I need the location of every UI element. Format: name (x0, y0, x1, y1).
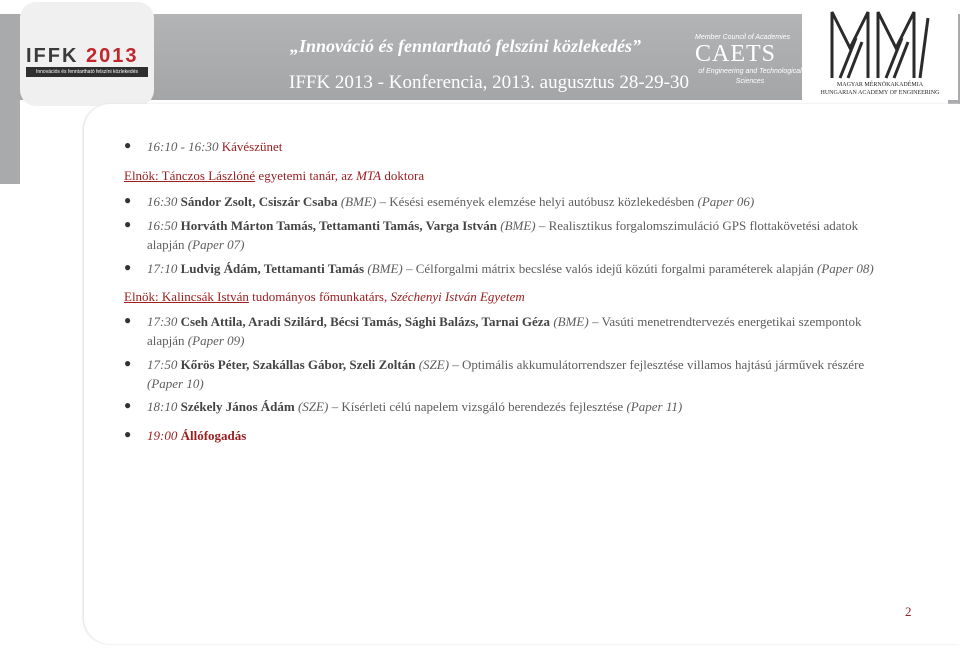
chair-role: egyetemi tanár, az (258, 168, 353, 183)
chair-role: tudományos főmunkatárs, (252, 289, 388, 304)
item-authors: Ludvig Ádám, Tettamanti Tamás (180, 261, 365, 276)
item-authors: Cseh Attila, Aradi Szilárd, Bécsi Tamás, Sághi Balázs, Tarnai Géza (180, 314, 551, 329)
item-inst: (SZE) (418, 357, 450, 372)
caets-logo (695, 34, 805, 87)
item-title: Optimális akkumulátorrendszer fejlesztése villamos hajtású járművek részére (462, 357, 865, 372)
mmk-name-en: HUNGARIAN ACADEMY OF ENGINEERING (820, 90, 940, 96)
content-panel (84, 104, 960, 644)
chair-inst: Széchenyi István Egyetem (390, 289, 525, 304)
bullet-icon: ● (124, 313, 132, 327)
iffk-logo (26, 46, 148, 66)
item-inst: (BME) (553, 314, 589, 329)
item-time: 17:30 (147, 314, 178, 329)
item-dash: – (405, 261, 413, 276)
bullet-icon: ● (124, 260, 132, 274)
logo-text-year: 2013 (86, 44, 139, 67)
item-inst: (BME) (500, 218, 536, 233)
item-paper: (Paper 10) (147, 376, 204, 391)
list-item-cont (147, 375, 204, 392)
item-authors: Kőrös Péter, Szakállas Gábor, Szeli Zoltán (180, 357, 416, 372)
mmk-emblem-icon (828, 8, 932, 80)
item-time: 16:10 - 16:30 (147, 139, 219, 154)
item-paper: (Paper 09) (187, 333, 245, 348)
list-item-cont (147, 236, 244, 253)
item-paper: (Paper 08) (817, 261, 874, 276)
item-time: 17:50 (147, 357, 178, 372)
item-title: Kávészünet (221, 139, 283, 154)
item-inst: (BME) (367, 261, 403, 276)
page-number: 2 (905, 604, 912, 619)
item-inst: (SZE) (297, 399, 329, 414)
list-item (147, 313, 861, 330)
item-authors: Székely János Ádám (180, 399, 295, 414)
chair-inst: MTA (356, 168, 382, 183)
item-dash: – (452, 357, 459, 372)
item-time: 18:10 (147, 399, 178, 414)
page-subtitle: IFFK 2013 - Konferencia, 2013. augusztus 28-29-30 (289, 72, 689, 93)
caets-bottom: of Engineering and Technological Sciences (698, 68, 802, 85)
list-item-cont (147, 332, 244, 349)
bullet-icon: ● (124, 217, 132, 231)
list-item (147, 138, 282, 155)
item-title-cont: alapján (147, 237, 185, 252)
chair-line (124, 288, 525, 305)
bullet-icon: ● (124, 356, 132, 370)
item-time: 17:10 (147, 261, 178, 276)
item-dash: – (331, 399, 339, 414)
list-item (147, 398, 682, 415)
list-item (147, 356, 864, 373)
list-item (147, 193, 754, 210)
mmk-name: MAGYAR MÉRNÖKAKADÉMIA (836, 82, 924, 88)
mmk-logo-card (802, 2, 958, 100)
item-authors: Sándor Zsolt, Csiszár Csaba (180, 194, 338, 209)
item-title-cont: alapján (147, 333, 185, 348)
list-item (147, 217, 858, 234)
item-paper: (Paper 06) (697, 194, 755, 209)
list-item (147, 260, 874, 277)
item-paper: (Paper 11) (626, 399, 683, 414)
bullet-icon: ● (124, 398, 132, 412)
item-inst: (BME) (340, 194, 377, 209)
page-title: „Innováció és fenntartható felszíni közlekedés” (290, 36, 642, 56)
item-title: Késési események elemzése helyi autóbusz közlekedésben (389, 194, 695, 209)
chair-name: Elnök: Tánczos Lászlóné (124, 168, 256, 183)
bullet-icon: ● (124, 193, 132, 207)
chair-name: Elnök: Kalincsák István (124, 289, 249, 304)
caets-big: CAETS (695, 41, 777, 67)
item-time: 19:00 (147, 428, 178, 443)
item-title: Állófogadás (180, 428, 247, 443)
item-title: Kísérleti célú napelem vizsgáló berendezés fejlesztése (341, 399, 624, 414)
item-paper: (Paper 07) (187, 237, 245, 252)
item-dash: – (379, 194, 386, 209)
item-authors: Horváth Márton Tamás, Tettamanti Tamás, Varga István (180, 218, 497, 233)
logo-tagline: Innovációs és fenntartható felszíni közlekedés (26, 67, 148, 77)
chair-line (124, 167, 424, 184)
item-title: Realisztikus forgalomszimuláció GPS flottakövetési adatok (548, 218, 859, 233)
list-item (147, 427, 246, 444)
chair-rest: doktora (384, 168, 425, 183)
caets-top: Member Council of Academies (695, 34, 791, 41)
item-time: 16:50 (147, 218, 178, 233)
item-time: 16:30 (147, 194, 178, 209)
item-dash: – (591, 314, 599, 329)
left-grey-strip (0, 14, 20, 184)
item-dash: – (538, 218, 546, 233)
bullet-icon: ● (124, 138, 132, 152)
logo-text-main: IFFK (26, 44, 79, 67)
item-title: Vasúti menetrendtervezés energetikai szempontok (601, 314, 862, 329)
item-title: Célforgalmi mátrix becslése valós idejű közúti forgalmi paraméterek alapján (415, 261, 814, 276)
bullet-icon: ● (124, 427, 132, 441)
